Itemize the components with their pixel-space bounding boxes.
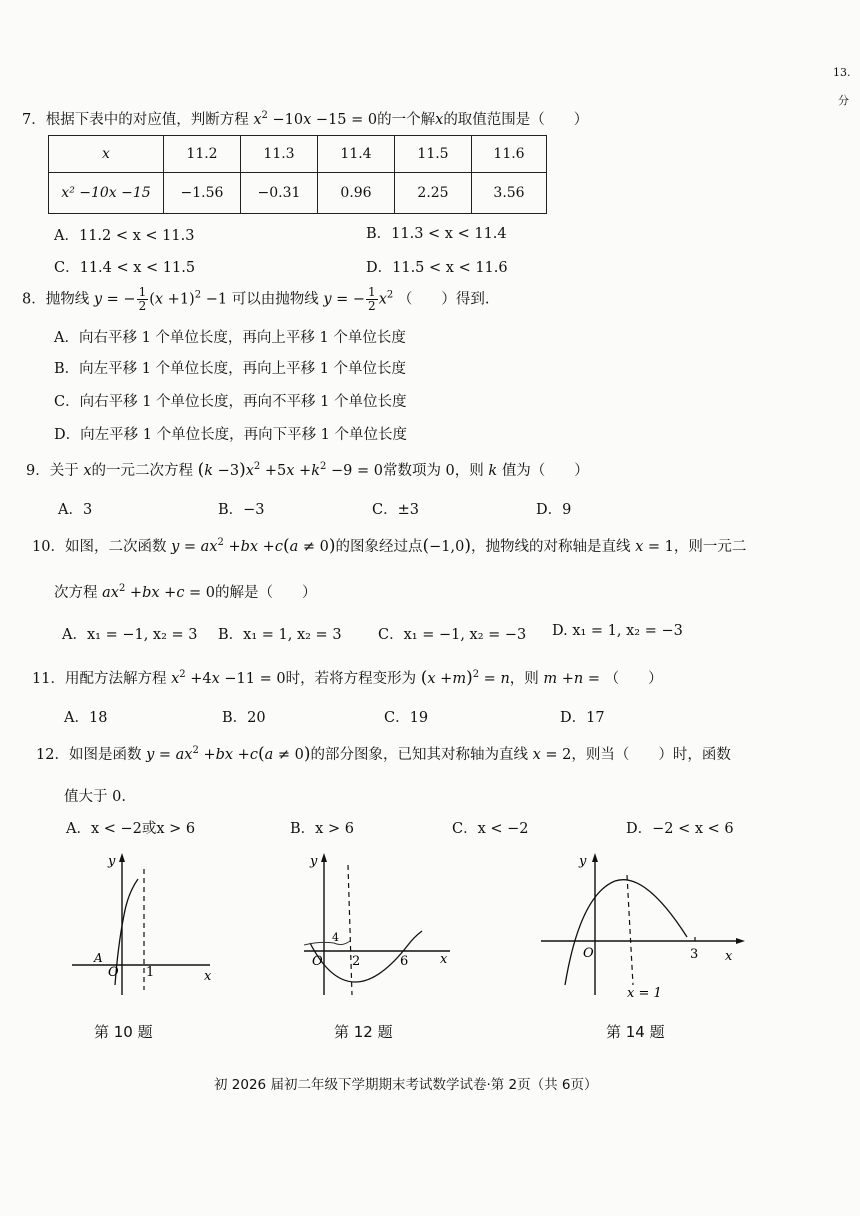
q8-option-a[interactable]: A．向右平移 1 个单位长度，再向上平移 1 个单位长度 — [54, 330, 406, 346]
y-axis-arrow — [321, 853, 327, 862]
table-header-x: x — [49, 136, 164, 173]
q12-option-d[interactable]: D．−2 < x < 6 — [626, 821, 734, 837]
tick-3-label: 3 — [690, 947, 699, 962]
q10-option-b[interactable]: B．x₁ = 1, x₂ = 3 — [218, 627, 342, 643]
figure-14 — [535, 845, 755, 1005]
q9-option-a[interactable]: A．3 — [58, 502, 93, 518]
table-row — [49, 136, 547, 173]
q9-option-b[interactable]: B．−3 — [218, 502, 265, 518]
table-cell: 11.6 — [472, 136, 547, 173]
question-7-stem: 7．根据下表中的对应值，判断方程 $x^2 -10x -15 = 0$的一个解x的取值范围是（ ） — [22, 110, 589, 128]
q11-option-d[interactable]: D．17 — [560, 710, 605, 726]
figure-10 — [60, 845, 230, 1005]
value-table — [48, 135, 547, 214]
x-label: x — [204, 969, 212, 984]
caption-fig10: 第 10 题 — [94, 1023, 153, 1041]
figure-12 — [290, 845, 470, 1005]
symmetry-axis-label: x = 1 — [627, 986, 662, 1001]
q7-option-b[interactable]: B．11.3 < x < 11.4 — [366, 226, 507, 242]
q10-option-c[interactable]: C．x₁ = −1, x₂ = −3 — [378, 627, 527, 643]
q8-option-b[interactable]: B．向左平移 1 个单位长度，再向上平移 1 个单位长度 — [54, 361, 407, 377]
table-cell: 3.56 — [472, 173, 547, 214]
page-footer: 初 2026 届初二年级下学期期末考试数学试卷·第 2页（共 6页） — [214, 1077, 598, 1093]
tick-2-label: 2 — [352, 954, 361, 969]
origin-label: O — [583, 946, 594, 961]
q9-option-c[interactable]: C．±3 — [372, 502, 419, 518]
table-row-label: x² −10x −15 — [49, 173, 164, 214]
q7-option-a[interactable]: A．11.2 < x < 11.3 — [54, 228, 195, 244]
origin-label: O — [108, 965, 119, 980]
table-cell: 2.25 — [395, 173, 472, 214]
symmetry-line — [627, 875, 633, 985]
y-label: y — [310, 854, 318, 869]
question-10-stem-line1: 10．如图，二次函数 $y = ax^2 +bx +c(a \ne 0)$的图象经过点(−1,0)，抛物线的对称轴是直线 x = 1，则一元二 — [32, 536, 747, 556]
q11-option-a[interactable]: A．18 — [64, 710, 108, 726]
margin-note-2: 分 — [838, 94, 849, 107]
table-cell: 11.3 — [241, 136, 318, 173]
question-9-stem: 9．关于 x的一元二次方程 $(k -3)x^2 +5x +k^2 -9 = 0$常数项为 0，则 k 值为（ ） — [26, 460, 589, 480]
table-row — [49, 173, 547, 214]
q10-option-a[interactable]: A．x₁ = −1, x₂ = 3 — [62, 627, 198, 643]
x-axis-arrow — [736, 938, 745, 944]
table-cell: 0.96 — [318, 173, 395, 214]
question-12-stem-line1: 12．如图是函数 $y = ax^2 +bx +c(a \ne 0)$的部分图象，已知其对称轴为直线 x = 2，则当（ ）时，函数 — [36, 744, 731, 764]
x-label: x — [440, 952, 448, 967]
caption-fig12: 第 12 题 — [334, 1023, 393, 1041]
table-cell: 11.5 — [395, 136, 472, 173]
q7-option-c[interactable]: C．11.4 < x < 11.5 — [54, 260, 196, 276]
tick-6-label: 6 — [400, 954, 409, 969]
handwritten-4: 4 — [332, 931, 339, 944]
q7-option-d[interactable]: D．11.5 < x < 11.6 — [366, 260, 508, 276]
q8-option-d[interactable]: D．向左平移 1 个单位长度，再向下平移 1 个单位长度 — [54, 427, 408, 443]
question-10-stem-line2: 次方程 $ax^2 +bx +c = 0$的解是（ ） — [54, 583, 317, 601]
x-label: x — [725, 949, 733, 964]
tick-1-label: 1 — [146, 965, 155, 980]
caption-fig14: 第 14 题 — [606, 1023, 665, 1041]
y-label: y — [579, 854, 587, 869]
table-cell: 11.2 — [164, 136, 241, 173]
question-12-stem-line2: 值大于 0. — [64, 789, 126, 805]
q12-option-b[interactable]: B．x > 6 — [290, 821, 354, 837]
symmetry-line — [348, 865, 352, 995]
table-cell: 11.4 — [318, 136, 395, 173]
parabola-curve — [565, 880, 687, 985]
table-cell: −0.31 — [241, 173, 318, 214]
y-axis-arrow — [119, 853, 125, 862]
q12-option-c[interactable]: C．x < −2 — [452, 821, 529, 837]
margin-note-1: 13. — [833, 66, 851, 79]
q10-option-d[interactable]: D. x₁ = 1, x₂ = −3 — [552, 623, 683, 639]
q11-option-c[interactable]: C．19 — [384, 710, 429, 726]
point-a-label: A — [94, 951, 103, 965]
y-axis-arrow — [592, 853, 598, 862]
q8-option-c[interactable]: C．向右平移 1 个单位长度，再向不平移 1 个单位长度 — [54, 394, 407, 410]
question-11-stem: 11．用配方法解方程 $x^2 +4x -11 = 0$时，若将方程变形为 $(x +m)^2 = n$，则 m +n = （ ） — [32, 668, 663, 688]
y-label: y — [108, 854, 116, 869]
q11-option-b[interactable]: B．20 — [222, 710, 266, 726]
q12-option-a[interactable]: A．x < −2或x > 6 — [66, 821, 196, 837]
table-cell: −1.56 — [164, 173, 241, 214]
q9-option-d[interactable]: D．9 — [536, 502, 572, 518]
question-8-stem: 8．抛物线 y = − $\frac{1}{2}$ $(x +1)^2 -1$ 可以由抛物线 y = − $\frac{1}{2}$ $x^2$ （ ）得到. — [22, 285, 490, 313]
origin-label: O — [312, 954, 323, 969]
